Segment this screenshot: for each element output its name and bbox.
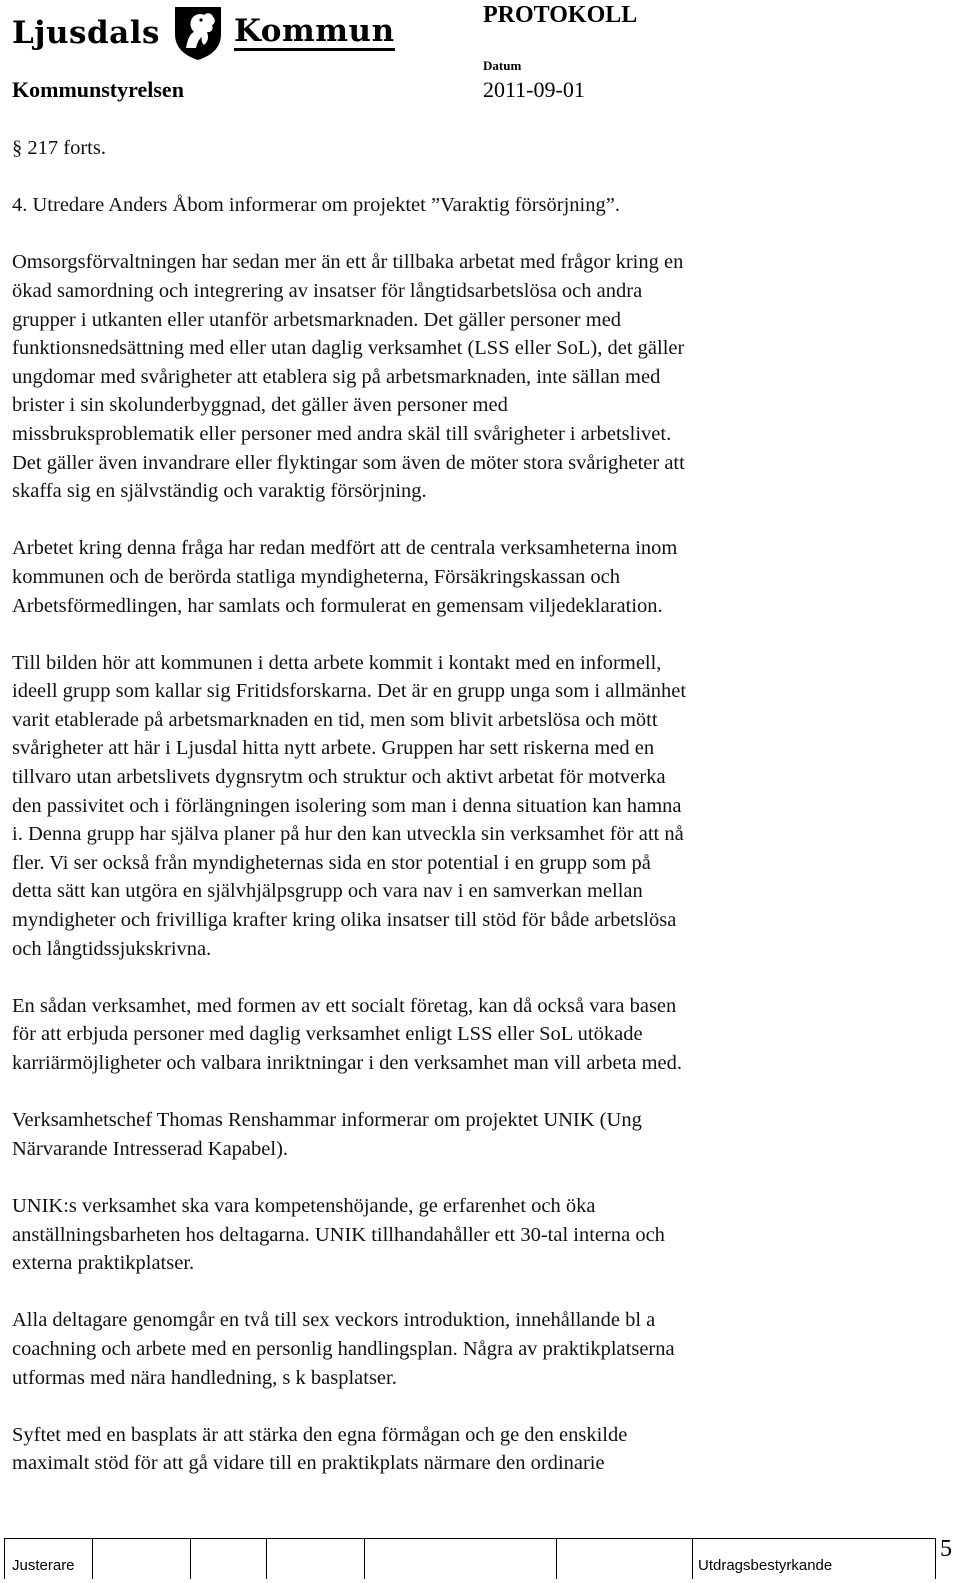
spacer [12,963,842,992]
paragraph-line: Arbetet kring denna fråga har redan medfört att de centrala verksamheterna inom [12,537,678,560]
paragraph-line: Det gäller även invandrare eller flyktingar som även de möter stora svårigheter att [12,451,685,474]
signature-box [190,1539,191,1579]
municipality-logo [12,4,395,62]
paragraph-line: missbruksproblematik eller personer med andra skäl till svårigheter i arbetslivet. [12,422,672,445]
paragraph-line: UNIK:s verksamhet ska vara kompetenshöjande, ge erfarenhet och öka [12,1194,596,1217]
paragraph-line: externa praktikplatser. [12,1252,195,1275]
paragraph-line: kommunen och de berörda statliga myndigheterna, Försäkringskassan och [12,565,621,588]
signature-box [556,1539,557,1579]
paragraph [12,1306,842,1392]
paragraph-line: i. Denna grupp har själva planer på hur den kan utveckla sin verksamhet för att nå [12,823,684,846]
board-name: Kommunstyrelsen [12,77,184,102]
footer-divider [935,1539,936,1579]
spacer [12,220,842,249]
signature-box [266,1539,267,1579]
crest-icon [172,4,224,62]
spacer [12,1163,842,1192]
paragraph-line: grupper i utkanten eller utanför arbetsmarknaden. Det gäller personer med [12,308,622,331]
paragraph-line: svårigheter att här i Ljusdal hitta nytt arbete. Gruppen har sett riskerna med en [12,737,655,760]
section-reference: § 217 forts. [12,137,106,159]
paragraph [12,248,842,505]
item-heading: 4. Utredare Anders Åbom informerar om projektet ”Varaktig försörjning”. [12,194,620,217]
document-header [0,0,960,110]
paragraph-line: Verksamhetschef Thomas Renshammar informerar om projektet UNIK (Ung [12,1109,642,1132]
paragraph-line: Omsorgsförvaltningen har sedan mer än ett år tillbaka arbetat med frågor kring en [12,251,684,274]
spacer [12,620,842,649]
signature-footer [4,1538,936,1579]
paragraph-line: för att erbjuda personer med daglig verksamhet enligt LSS eller SoL utökade [12,1023,643,1046]
paragraph [12,1106,842,1163]
paragraph-line: Till bilden hör att kommunen i detta arbete kommit i kontakt med en informell, [12,651,662,674]
footer-divider [4,1539,5,1579]
spacer [12,1078,842,1107]
paragraph-line: Arbetsförmedlingen, har samlats och formulerat en gemensam viljedeklaration. [12,594,663,617]
spacer [12,1392,842,1421]
justerare-label: Justerare [12,1557,75,1574]
paragraph-line: och långtidssjukskrivna. [12,937,212,960]
meeting-date: 2011-09-01 [483,77,585,102]
logo-text-left: Ljusdals [12,14,160,51]
paragraph-line: ungdomar med svårigheter att etablera sig på arbetsmarknaden, inte sällan med [12,365,661,388]
spacer [12,506,842,535]
paragraph-line: fler. Vi ser också från myndigheternas sida en stor potential i en grupp som på [12,851,651,874]
signature-box [364,1539,365,1579]
paragraph-line: utformas med nära handledning, s k basplatser. [12,1366,397,1389]
page-number: 5 [940,1536,952,1562]
paragraph-line: funktionsnedsättning med eller utan daglig verksamhet (LSS eller SoL), det gäller [12,337,685,360]
paragraph-line: brister i sin skolunderbyggnad, det gäller även personer med [12,394,508,417]
paragraph [12,1192,842,1278]
paragraph [12,534,842,620]
paragraph-line: anställningsbarheten hos deltagarna. UNIK tillhandahåller ett 30-tal interna och [12,1223,665,1246]
paragraph-line: detta sätt kan utgöra en självhjälpsgrupp och vara nav i en samverkan mellan [12,880,643,903]
logo-text-right: Kommun [234,12,395,49]
spacer [12,163,842,192]
paragraph-line: skaffa sig en självständig och varaktig försörjning. [12,480,427,503]
paragraph [12,649,842,964]
paragraph-line: Alla deltagare genomgår en två till sex veckors introduktion, innehållande bl a [12,1309,656,1332]
paragraph-line: varit etablerade på arbetsmarknaden en tid, men som blivit arbetslösa och mött [12,708,658,731]
paragraph-line: myndigheter och frivilliga krafter kring olika insatser till stöd för både arbetslösa [12,909,677,932]
paragraph-line: tillvaro utan arbetslivets dygnsrytm och struktur och aktivt arbetat för motverka [12,766,666,789]
paragraph-line: ideell grupp som kallar sig Fritidsforskarna. Det är en grupp unga som i allmänhet [12,680,687,703]
paragraph [12,1421,842,1478]
date-label: Datum [483,58,522,73]
paragraph-line: den passivitet och i förlängningen isolering som man i denna situation kan hamna [12,794,682,817]
paragraph [12,992,842,1078]
paragraph-line: karriärmöjligheter och valbara inriktningar i den verksamhet man vill arbeta med. [12,1052,682,1074]
document-type: PROTOKOLL [483,2,638,28]
signature-box [92,1539,93,1579]
spacer [12,1278,842,1307]
paragraph-line: En sådan verksamhet, med formen av ett socialt företag, kan då också vara basen [12,994,677,1017]
paragraph-line: coachning och arbete med en personlig handlingsplan. Några av praktikplatserna [12,1337,675,1360]
footer-divider [692,1539,693,1579]
document-body [12,134,842,1478]
utdragsbestyrkande-label: Utdragsbestyrkande [698,1557,833,1574]
paragraph-line: Syftet med en basplats är att stärka den egna förmågan och ge den enskilde [12,1423,628,1446]
paragraph-line: Närvarande Intresserad Kapabel). [12,1137,289,1160]
paragraph-line: ökad samordning och integrering av insatser för långtidsarbetslösa och andra [12,279,643,302]
paragraph-line: maximalt stöd för att gå vidare till en praktikplats närmare den ordinarie [12,1452,605,1475]
